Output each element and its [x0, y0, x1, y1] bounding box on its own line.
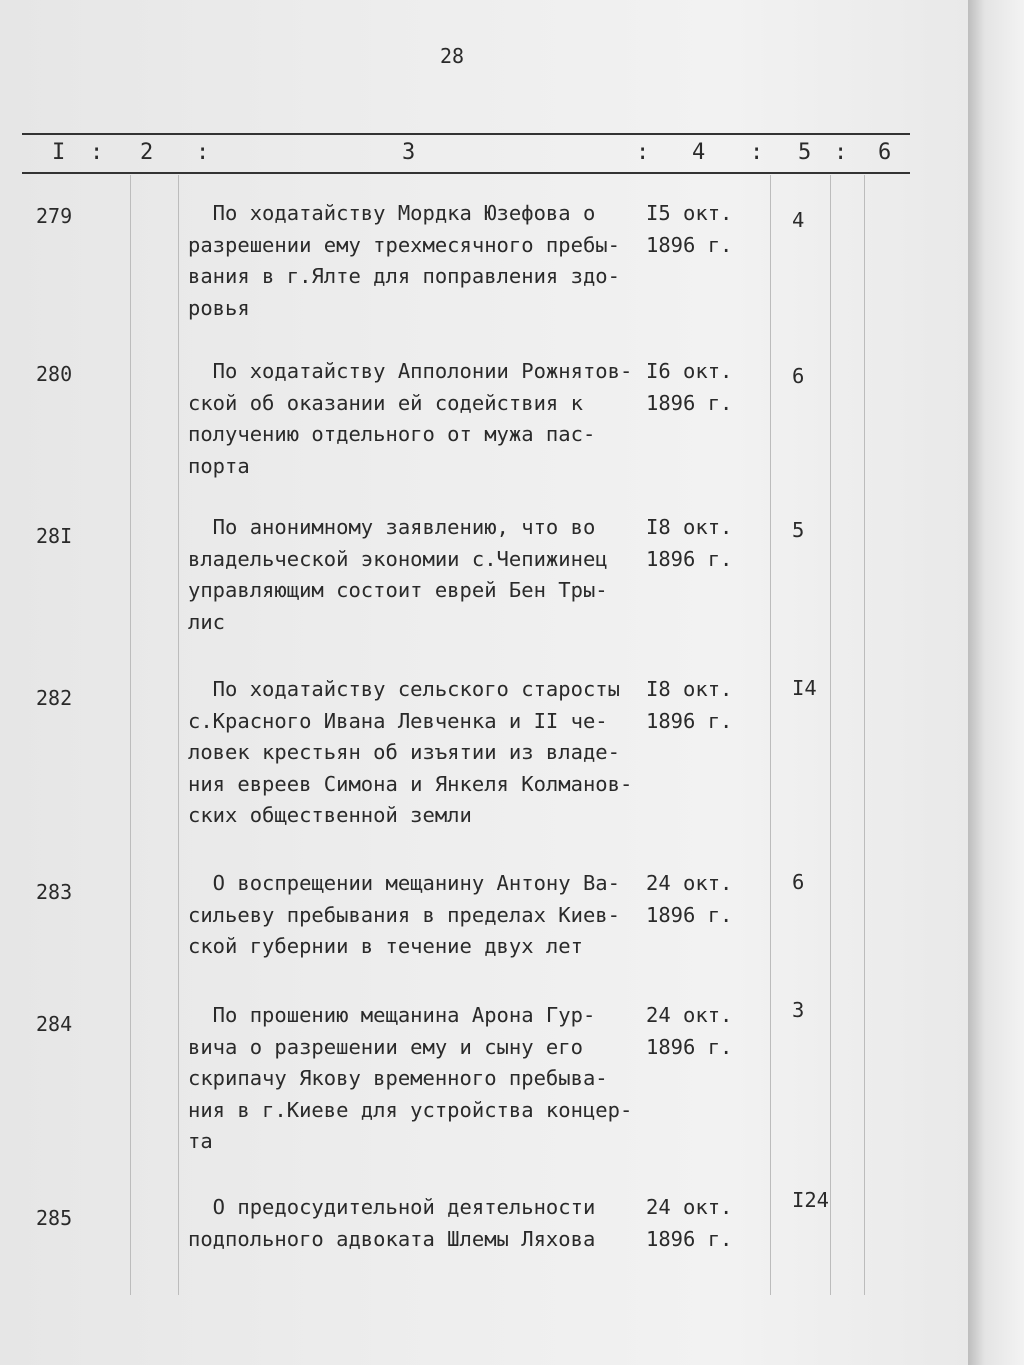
header-bottom-rule — [22, 172, 910, 174]
column-header-5: 5 — [798, 140, 812, 165]
entry-date: 24 окт. 1896 г. — [646, 1003, 733, 1059]
column-separator: : — [196, 140, 210, 165]
entry-number: 285 — [36, 1206, 73, 1230]
column-divider — [830, 175, 831, 1295]
column-header-2: 2 — [140, 140, 154, 165]
entry-pages: 4 — [792, 208, 805, 232]
entry-number: 284 — [36, 1012, 73, 1036]
entry-description: О воспрещении мещанину Антону Ва- сильеву пребывания в пределах Киев- ской губернии в течение двух лет — [188, 871, 620, 958]
entry-pages: I4 — [792, 676, 817, 700]
column-divider — [130, 175, 131, 1295]
column-separator: : — [750, 140, 764, 165]
column-separator: : — [90, 140, 104, 165]
column-header-4: 4 — [692, 140, 706, 165]
column-divider — [178, 175, 179, 1295]
entry-number: 283 — [36, 880, 73, 904]
entry-pages: 6 — [792, 870, 805, 894]
column-separator: : — [636, 140, 650, 165]
entry-pages: 6 — [792, 364, 805, 388]
entry-description: По ходатайству Апполонии Рожнятов- ской об оказании ей содействия к получению отдельного от мужа пас- порта — [188, 359, 633, 478]
entry-date: 24 окт. 1896 г. — [646, 1195, 733, 1251]
entry-number: 282 — [36, 686, 73, 710]
column-divider — [770, 175, 771, 1295]
entry-date: I8 окт. 1896 г. — [646, 515, 733, 571]
column-header-3: 3 — [402, 140, 416, 165]
entry-description: О предосудительной деятельности подпольного адвоката Шлемы Ляхова — [188, 1195, 596, 1251]
entry-date: I8 окт. 1896 г. — [646, 677, 733, 733]
entry-date: 24 окт. 1896 г. — [646, 871, 733, 927]
entry-pages: 5 — [792, 518, 805, 542]
column-header-6: 6 — [878, 140, 892, 165]
page-edge — [968, 0, 1024, 1365]
entry-date: I6 окт. 1896 г. — [646, 359, 733, 415]
entry-number: 280 — [36, 362, 73, 386]
column-separator: : — [834, 140, 848, 165]
page-number: 28 — [440, 44, 465, 68]
column-divider — [864, 175, 865, 1295]
entry-number: 279 — [36, 204, 73, 228]
header-top-rule — [22, 133, 910, 135]
entry-pages: 3 — [792, 998, 805, 1022]
entry-date: I5 окт. 1896 г. — [646, 201, 733, 257]
column-header-1: I — [52, 140, 66, 165]
entry-description: По прошению мещанина Арона Гур- вича о разрешении ему и сыну его скрипачу Якову временного пребыва- ния в г.Киеве для устройства концер- та — [188, 1003, 633, 1153]
entry-pages: I24 — [792, 1188, 830, 1212]
entry-number: 28I — [36, 524, 73, 548]
entry-description: По ходатайству сельского старосты с.Красного Ивана Левченка и II че- ловек крестьян об изъятии из владе- ния евреев Симона и Янкеля Колманов- ских общественной земли — [188, 677, 633, 827]
entry-description: По ходатайству Мордка Юзефова о разрешении ему трехмесячного пребы- вания в г.Ялте для поправления здо- ровья — [188, 201, 620, 320]
entry-description: По анонимному заявлению, что во владельческой экономии с.Чепижинец управляющим состоит еврей Бен Тры- лис — [188, 515, 608, 634]
